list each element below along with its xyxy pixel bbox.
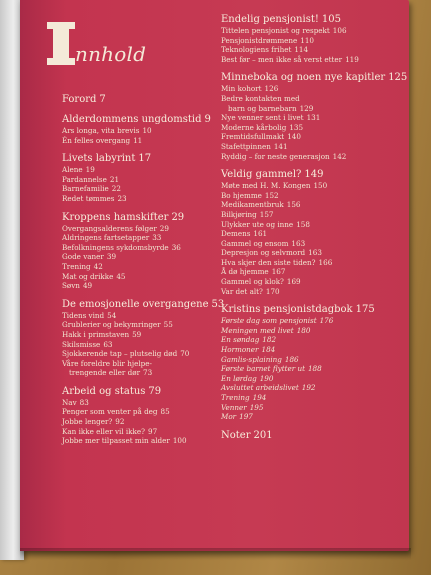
entry-page-number: 158 xyxy=(296,219,310,229)
toc-entry xyxy=(221,267,411,277)
toc-entry xyxy=(62,398,237,408)
toc-entry xyxy=(62,136,237,146)
entry-text: Ars longa, vita brevis xyxy=(62,126,140,135)
entry-page-number: 192 xyxy=(301,383,316,393)
toc-entry xyxy=(221,142,411,152)
entry-text: Gamlis-splaining xyxy=(221,354,282,364)
toc-chapter-title xyxy=(62,114,237,126)
entry-text: Trening xyxy=(221,393,250,402)
entry-page-number: 180 xyxy=(296,325,311,335)
entry-text: Var det alt? xyxy=(221,286,263,296)
entry-page-number: 169 xyxy=(286,277,301,287)
chapter-title-text: Forord xyxy=(62,94,97,105)
chapter-title-text: Alderdommens ungdomstid xyxy=(62,114,202,125)
toc-entry xyxy=(221,248,411,258)
entry-text: Pardannelse xyxy=(62,174,107,184)
entry-text: Demens xyxy=(221,229,251,239)
entry-page-number: 156 xyxy=(286,200,301,210)
entry-page-number: 83 xyxy=(79,397,89,407)
entry-text: Teknologiens frihet xyxy=(221,45,292,55)
entry-page-number: 166 xyxy=(318,257,333,267)
entry-text: Redet tømmes xyxy=(62,193,115,203)
entry-page-number: 194 xyxy=(252,393,267,402)
toc-entry xyxy=(62,417,237,427)
toc-entry xyxy=(62,340,237,350)
entry-text: trengende eller dør xyxy=(69,368,141,378)
toc-entry xyxy=(62,252,237,262)
toc-chapter-title xyxy=(221,169,411,181)
toc-entry xyxy=(221,383,411,393)
chapter-title-text: Livets labyrint xyxy=(62,153,136,165)
toc-entry xyxy=(62,272,237,282)
entry-text: Avsluttet arbeidslivet xyxy=(221,383,299,393)
toc-entry xyxy=(221,36,411,46)
toc-chapter-group xyxy=(221,304,411,422)
entry-page-number: 63 xyxy=(103,339,113,349)
entry-text: Trening xyxy=(62,261,91,271)
entry-text: Første dag som pensjonist xyxy=(221,316,317,326)
contents-heading-text: nnhold xyxy=(75,42,147,66)
entry-text: Nye venner sent i livet xyxy=(221,113,304,123)
entry-text: Å dø hjemme xyxy=(221,267,269,277)
entry-page-number: 188 xyxy=(307,364,322,374)
entry-page-number: 152 xyxy=(264,190,279,200)
entry-text: En søndag xyxy=(221,335,260,345)
toc-entry xyxy=(221,45,411,55)
chapter-title-text: Minneboka og noen nye kapitler xyxy=(221,72,386,84)
chapter-title-text: Noter xyxy=(221,429,251,441)
toc-entry xyxy=(62,320,237,330)
toc-entry xyxy=(221,239,411,249)
entry-page-number: 11 xyxy=(133,135,143,145)
toc-entry xyxy=(62,233,237,243)
toc-entry xyxy=(62,184,237,194)
toc-entry xyxy=(62,407,237,417)
toc-entry xyxy=(62,311,237,321)
entry-text: Jobbe lenger? xyxy=(62,417,113,427)
entry-page-number: 49 xyxy=(82,281,93,291)
entry-page-number: 21 xyxy=(109,174,120,184)
toc-chapter-group xyxy=(221,72,411,161)
entry-text: Bo hjemme xyxy=(221,190,262,200)
entry-text: En lørdag xyxy=(221,373,257,383)
entry-text: Stafettpinnen xyxy=(221,141,271,151)
toc-chapter-title xyxy=(62,386,237,398)
entry-text: Mor xyxy=(221,412,237,422)
toc-chapter-title xyxy=(221,72,411,84)
toc-entry xyxy=(221,84,411,94)
entry-page-number: 140 xyxy=(287,132,301,142)
entry-page-number: 163 xyxy=(291,238,306,248)
toc-entry xyxy=(221,364,411,374)
chapter-title-text: Arbeid og status xyxy=(62,385,146,397)
entry-text: Hakk i primstaven xyxy=(62,329,130,339)
entry-page-number: 142 xyxy=(332,151,347,161)
entry-page-number: 176 xyxy=(319,316,334,326)
toc-entry xyxy=(221,403,411,413)
entry-page-number: 197 xyxy=(239,412,253,422)
toc-chapter-group xyxy=(221,430,411,442)
chapter-page-number: 29 xyxy=(171,211,185,223)
toc-chapter-group xyxy=(62,299,237,378)
entry-page-number: 29 xyxy=(159,223,169,233)
entry-page-number: 157 xyxy=(259,209,274,219)
entry-text: Alene xyxy=(62,165,83,175)
toc-entry xyxy=(221,335,411,345)
toc-entry xyxy=(62,194,237,204)
toc-chapter-title xyxy=(221,430,411,442)
entry-page-number: 182 xyxy=(262,335,277,345)
toc-chapter-group xyxy=(221,169,411,296)
entry-page-number: 39 xyxy=(106,252,117,262)
entry-page-number: 119 xyxy=(345,54,359,64)
entry-page-number: 92 xyxy=(115,417,125,427)
entry-page-number: 36 xyxy=(171,242,181,252)
entry-text: Sjokkerende tap – plutselig død xyxy=(62,349,178,359)
toc-chapter-group xyxy=(62,94,237,106)
entry-page-number: 10 xyxy=(142,126,152,135)
toc-entry xyxy=(62,262,237,272)
toc-entry xyxy=(221,26,411,36)
toc-entry xyxy=(221,316,411,326)
entry-page-number: 73 xyxy=(143,368,153,378)
entry-page-number: 131 xyxy=(306,113,321,123)
toc-entry xyxy=(62,243,237,253)
toc-entry xyxy=(62,349,237,359)
toc-chapter-title xyxy=(62,299,237,311)
entry-page-number: 114 xyxy=(294,45,309,55)
entry-text: Hva skjer den siste tiden? xyxy=(221,257,316,267)
entry-page-number: 150 xyxy=(313,181,328,191)
toc-chapter-group xyxy=(62,114,237,145)
toc-chapter-group xyxy=(62,153,237,203)
toc-entry xyxy=(62,165,237,175)
entry-text: Bilkjøring xyxy=(221,209,257,219)
entry-text: Hormoner xyxy=(221,345,259,355)
entry-page-number: 85 xyxy=(160,407,170,417)
entry-text: Gammel og klok? xyxy=(221,277,284,287)
entry-page-number: 195 xyxy=(249,402,264,412)
entry-text: Moderne kårbolig xyxy=(221,122,287,132)
entry-page-number: 106 xyxy=(332,26,347,35)
entry-text: Skilsmisse xyxy=(62,339,101,349)
toc-entry xyxy=(221,345,411,355)
toc-entry xyxy=(221,132,411,142)
toc-entry xyxy=(62,224,237,234)
entry-text: Gammel og ensom xyxy=(221,238,289,248)
entry-text: Ryddig – for neste generasjon xyxy=(221,151,330,161)
chapter-title-text: Veldig gammel? xyxy=(221,169,302,181)
entry-text: Jobbe mer tilpasset min alder xyxy=(62,436,170,446)
entry-page-number: 129 xyxy=(299,103,314,113)
chapter-page-number: 125 xyxy=(388,72,408,84)
entry-text: Tidens vind xyxy=(62,310,105,320)
chapter-page-number: 7 xyxy=(99,94,106,105)
entry-text: Grublerier og bekymringer xyxy=(62,320,161,330)
entry-page-number: 161 xyxy=(253,229,268,239)
chapter-title-text: De emosjonelle overgangene xyxy=(62,298,209,310)
toc-entry xyxy=(62,427,237,437)
entry-text: Mat og drikke xyxy=(62,271,114,281)
toc-chapter-title xyxy=(62,153,237,165)
toc-chapter-group xyxy=(221,14,411,64)
entry-page-number: 54 xyxy=(107,310,117,320)
toc-entry xyxy=(221,200,411,210)
entry-text: Min kohort xyxy=(221,84,262,94)
toc-entry xyxy=(221,277,411,287)
entry-page-number: 167 xyxy=(271,267,286,277)
toc-entry xyxy=(62,126,237,136)
chapter-page-number: 79 xyxy=(148,385,162,397)
entry-page-number: 163 xyxy=(308,248,322,258)
entry-text: Barnefamilie xyxy=(62,184,109,194)
entry-text: Befolkningens sykdomsbyrde xyxy=(62,242,169,252)
entry-text: Møte med H. M. Kongen xyxy=(221,181,311,191)
entry-text: Venner xyxy=(221,402,247,412)
toc-entry xyxy=(221,191,411,201)
toc-entry xyxy=(221,258,411,268)
chapter-title-text: Endelig pensjonist! xyxy=(221,14,319,25)
entry-page-number: 22 xyxy=(111,184,121,194)
entry-page-number: 170 xyxy=(265,286,280,296)
entry-text: Best før – men ikke så verst etter xyxy=(221,54,343,64)
toc-entry xyxy=(221,113,411,123)
entry-text: Overgangsalderens følger xyxy=(62,223,157,233)
chapter-page-number: 149 xyxy=(304,169,324,181)
entry-page-number: 33 xyxy=(152,233,162,243)
entry-text: Medikamentbruk xyxy=(221,200,284,210)
entry-page-number: 45 xyxy=(116,271,126,281)
entry-text: Nav xyxy=(62,397,77,407)
toc-entry xyxy=(62,368,237,378)
toc-left-column xyxy=(62,94,237,446)
chapter-page-number: 201 xyxy=(253,429,273,441)
toc-entry xyxy=(221,355,411,365)
toc-entry xyxy=(221,412,411,422)
chapter-page-number: 105 xyxy=(321,14,341,25)
entry-text: Ulykker ute og inne xyxy=(221,219,294,229)
toc-chapter-group xyxy=(62,386,237,446)
toc-entry xyxy=(221,94,411,104)
toc-entry xyxy=(62,330,237,340)
toc-chapter-title xyxy=(221,304,411,316)
entry-page-number: 59 xyxy=(132,329,142,339)
entry-text: barn og barnebarn xyxy=(228,103,297,113)
chapter-title-text: Kroppens hamskifter xyxy=(62,211,169,223)
entry-page-number: 19 xyxy=(85,165,95,175)
entry-page-number: 42 xyxy=(93,261,103,271)
entry-page-number: 135 xyxy=(289,122,304,132)
entry-text: Depresjon og selvmord xyxy=(221,248,306,258)
drop-cap-i-icon xyxy=(53,22,69,65)
toc-entry xyxy=(62,281,237,291)
toc-entry xyxy=(221,229,411,239)
toc-entry xyxy=(62,436,237,446)
entry-text: Én felles overgang xyxy=(62,135,131,145)
entry-text: Første barnet flytter ut xyxy=(221,364,305,374)
toc-entry xyxy=(221,123,411,133)
chapter-title-text: Kristins pensjonistdagbok xyxy=(221,304,353,316)
entry-text: Kan ikke eller vil ikke? xyxy=(62,426,146,436)
entry-text: Våre foreldre blir hjelpe- xyxy=(62,358,152,368)
entry-text: Gode vaner xyxy=(62,252,104,262)
toc-chapter-title xyxy=(62,94,237,106)
page-shadow xyxy=(20,548,411,560)
entry-page-number: 23 xyxy=(117,193,127,203)
toc-entry xyxy=(221,287,411,297)
entry-page-number: 184 xyxy=(261,345,276,355)
toc-entry xyxy=(221,326,411,336)
entry-text: Fremtidsfullmakt xyxy=(221,132,285,142)
entry-page-number: 70 xyxy=(180,349,190,359)
book-page xyxy=(20,0,409,551)
toc-entry xyxy=(221,220,411,230)
entry-text: Bedre kontakten med xyxy=(221,93,300,103)
toc-chapter-title xyxy=(221,14,411,26)
contents-heading xyxy=(53,22,213,68)
entry-text: Pensjonistdrømmene xyxy=(221,35,298,45)
toc-entry xyxy=(62,175,237,185)
entry-text: Meningen med livet xyxy=(221,325,294,335)
toc-entry xyxy=(221,55,411,65)
entry-page-number: 186 xyxy=(284,354,299,364)
entry-text: Søvn xyxy=(62,281,80,291)
entry-text: Tittelen pensjonist og respekt xyxy=(221,26,330,35)
entry-page-number: 100 xyxy=(172,436,187,446)
chapter-page-number: 53 xyxy=(211,298,225,310)
chapter-page-number: 175 xyxy=(355,304,375,316)
toc-entry xyxy=(62,359,237,369)
toc-entry xyxy=(221,152,411,162)
toc-entry xyxy=(221,210,411,220)
entry-page-number: 97 xyxy=(148,426,158,436)
toc-entry xyxy=(221,104,411,114)
toc-entry xyxy=(221,393,411,403)
toc-entry xyxy=(221,181,411,191)
entry-text: Aldringens fartsetapper xyxy=(62,233,150,243)
entry-page-number: 126 xyxy=(264,84,279,94)
chapter-page-number: 9 xyxy=(204,114,211,125)
chapter-page-number: 17 xyxy=(138,153,152,165)
toc-chapter-title xyxy=(62,212,237,224)
entry-page-number: 190 xyxy=(259,373,274,383)
entry-page-number: 141 xyxy=(273,141,288,151)
toc-entry xyxy=(221,374,411,384)
toc-chapter-group xyxy=(62,212,237,291)
entry-page-number: 110 xyxy=(300,35,314,45)
entry-page-number: 55 xyxy=(163,320,173,330)
entry-text: Penger som venter på deg xyxy=(62,407,158,417)
toc-right-column xyxy=(221,14,411,442)
